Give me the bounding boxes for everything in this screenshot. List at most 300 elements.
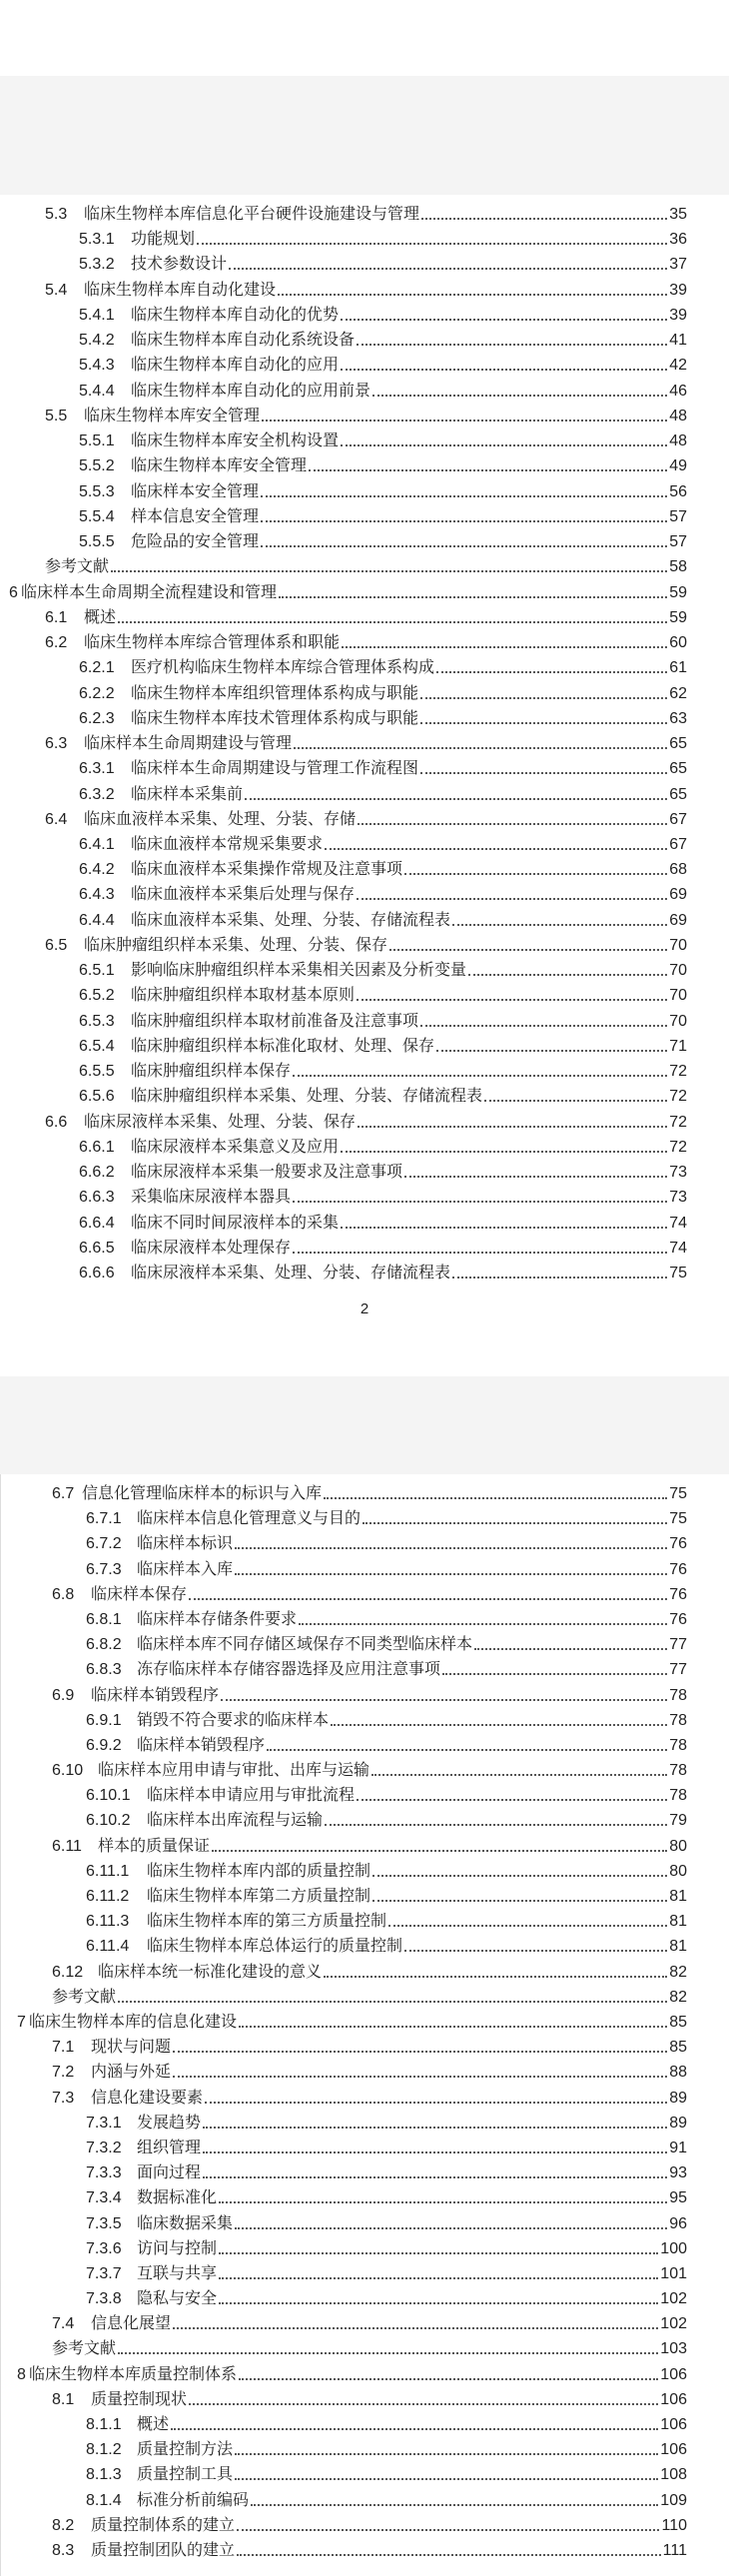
dot-leader [219,2277,658,2279]
toc-section-number: 6.6.2 [79,1164,115,1182]
toc-title: 临床尿液样本采集、处理、分装、存储流程表 [131,1265,451,1283]
toc-title: 临床生物样本库总体运行的质量控制 [147,1938,403,1956]
toc-title: 临床生物样本库组织管理体系构成与职能 [131,684,419,702]
toc-entry[interactable] [79,830,687,855]
toc-entry[interactable] [79,1032,687,1057]
toc-section-number: 8.1.4 [86,2491,122,2509]
toc-entry[interactable] [52,1681,687,1706]
toc-title: 临床尿液样本采集一般要求及注意事项 [131,1164,403,1182]
dot-leader [324,1497,667,1499]
toc-page-number: 68 [669,861,687,879]
toc-entry[interactable] [86,2234,687,2259]
toc-entry[interactable] [86,2209,687,2234]
dot-leader [219,2302,658,2304]
toc-entry[interactable] [52,1832,687,1857]
toc-page-number: 80 [669,1837,687,1855]
dot-leader [197,243,667,245]
toc-page-number: 57 [669,533,687,551]
toc-page-number: 41 [669,332,687,350]
toc-page-number: 102 [660,2315,687,2333]
toc-entry[interactable] [79,326,687,351]
toc-section-number: 6.1 [45,608,68,626]
toc-entry[interactable] [86,1932,687,1957]
toc-title: 质量控制体系的建立 [91,2516,236,2534]
toc-entry[interactable] [79,301,687,326]
toc-entry[interactable] [86,2410,687,2435]
toc-title: 样本的质量保证 [98,1837,211,1855]
toc-title: 临床尿液样本处理保存 [131,1239,292,1257]
toc-section-number: 8 [17,2365,26,2383]
toc-page-number: 85 [669,2039,687,2057]
toc-section-number: 6.4.2 [79,861,115,879]
toc-entry[interactable] [79,1007,687,1032]
dot-leader [203,2176,667,2178]
toc-section-number: 6.11.3 [86,1913,130,1931]
toc-entry[interactable] [45,552,687,577]
toc-title: 临床生物样本库技术管理体系构成与职能 [131,709,419,727]
dot-leader [484,1100,667,1102]
toc-entry[interactable] [86,1706,687,1731]
toc-title: 临床样本生命周期全流程建设和管理 [21,583,278,601]
dot-leader [235,1573,667,1575]
dot-leader [237,2529,659,2531]
toc-section-number: 6.4.1 [79,836,115,853]
toc-entry[interactable] [45,276,687,301]
toc-entry[interactable] [52,2309,687,2334]
dot-leader [357,344,667,346]
toc-entry[interactable] [79,956,687,981]
toc-section-number: 6.8.1 [86,1610,122,1628]
toc-page-number: 75 [669,1510,687,1528]
toc-section-number: 7.4 [52,2315,75,2333]
toc-section-number: 8.1.2 [86,2441,122,2459]
toc-entry[interactable] [17,2008,687,2033]
toc-page-number: 70 [669,936,687,954]
toc-page-number: 106 [660,2441,687,2459]
toc-title: 临床数据采集 [137,2214,234,2232]
toc-entry[interactable] [79,906,687,931]
toc-page-number: 102 [660,2290,687,2308]
dot-leader [420,1025,667,1027]
toc-title: 临床生物样本库安全管理 [131,457,308,475]
dot-leader [421,218,667,220]
toc-entry[interactable] [86,2109,687,2134]
toc-entry[interactable] [86,1806,687,1831]
toc-section-number: 7 [17,2013,26,2031]
dot-leader [221,1699,667,1701]
dot-leader [442,1673,667,1675]
toc-page-number: 76 [669,1535,687,1553]
dot-leader [341,369,667,371]
toc-section-number: 5.4.2 [79,332,115,350]
toc-entry[interactable] [86,1605,687,1630]
toc-entry[interactable] [79,1057,687,1082]
toc-entry[interactable] [52,2033,687,2058]
toc-entry[interactable] [17,2360,687,2385]
page-edge [0,1474,1,2576]
toc-entry[interactable] [86,2486,687,2511]
toc-section-number: 5.5 [45,407,68,425]
toc-title: 临床尿液样本采集意义及应用 [131,1138,340,1156]
toc-page-number: 67 [669,810,687,828]
dot-leader [324,1976,667,1978]
toc-title: 功能规划 [131,231,196,249]
dot-leader [212,1850,667,1852]
toc-section-number: 5.5.5 [79,533,115,551]
toc-entry[interactable] [86,2284,687,2309]
toc-entry[interactable] [52,1756,687,1781]
toc-entry[interactable] [79,1133,687,1158]
toc-page-number: 46 [669,382,687,400]
toc-entry[interactable] [52,2058,687,2083]
toc-page-number: 74 [669,1239,687,1257]
dot-leader [173,2327,658,2329]
toc-entry[interactable] [52,2536,687,2561]
toc-entry[interactable] [79,451,687,476]
toc-entry[interactable] [52,2511,687,2536]
viewer-gap [0,1376,729,1474]
toc-title: 临床样本生命周期建设与管理工作流程图 [131,760,419,778]
toc-title: 临床样本存储条件要求 [137,1610,298,1628]
toc-entry[interactable] [79,377,687,402]
toc-page-number: 72 [669,1138,687,1156]
toc-page-number: 71 [669,1037,687,1055]
dot-leader [251,2504,658,2506]
toc-entry[interactable] [79,754,687,779]
toc-section-number: 6.3 [45,735,68,753]
toc-page-number: 96 [669,2214,687,2232]
toc-section-number: 6.6.5 [79,1239,115,1257]
toc-entry[interactable] [52,1580,687,1605]
toc-section-number: 5.4.4 [79,382,115,400]
toc-title: 概述 [137,2416,170,2434]
toc-title: 信息化展望 [91,2315,172,2333]
toc-entry[interactable] [79,780,687,805]
toc-title: 临床生物样本库自动化的优势 [131,306,340,324]
toc-section-number: 6.2.1 [79,659,115,677]
toc-title: 临床肿瘤组织样本取材基本原则 [131,987,356,1005]
toc-page-number: 70 [669,987,687,1005]
toc-title: 样本信息安全管理 [131,507,260,525]
dot-leader [358,1126,667,1128]
toc-entry[interactable] [86,1907,687,1932]
toc-page-number: 59 [669,608,687,626]
toc-page-number: 56 [669,482,687,500]
toc-entry[interactable] [45,628,687,653]
dot-leader [219,2201,667,2203]
toc-page-number: 93 [669,2164,687,2182]
toc-entry[interactable] [79,1209,687,1234]
toc-entry[interactable] [45,805,687,830]
toc-entry[interactable] [45,402,687,427]
toc-section-number: 6.9.2 [86,1736,122,1754]
toc-title: 临床肿瘤组织样本标准化取材、处理、保存 [131,1037,435,1055]
toc-page-number: 91 [669,2139,687,2156]
toc-entry[interactable] [79,704,687,729]
toc-entry[interactable] [79,502,687,527]
dot-leader [235,1547,667,1549]
toc-page-number: 101 [660,2264,687,2282]
toc-page-number: 73 [669,1189,687,1207]
toc-entry[interactable] [45,603,687,628]
dot-leader [219,2252,658,2254]
toc-title: 临床生物样本库自动化的应用前景 [131,382,371,400]
toc-entry[interactable] [79,653,687,678]
toc-entry[interactable] [86,1555,687,1580]
toc-section-number: 7.3.5 [86,2214,122,2232]
toc-entry[interactable] [45,931,687,956]
toc-section-number: 6.5.2 [79,987,115,1005]
toc-section-number: 6.6 [45,1113,68,1131]
toc-page-number: 109 [660,2491,687,2509]
toc-entry[interactable] [86,1655,687,1680]
toc-section-number: 6.3.2 [79,785,115,803]
toc-page-number: 81 [669,1938,687,1956]
toc-page-number: 48 [669,407,687,425]
toc-entry[interactable] [86,1857,687,1882]
toc-section-number: 6.11 [52,1837,82,1855]
toc-entry[interactable] [79,427,687,451]
toc-title: 临床生物样本库自动化系统设备 [131,332,356,350]
toc-page-number: 35 [669,206,687,223]
toc-entry[interactable] [79,1234,687,1259]
dot-leader [293,1201,667,1203]
toc-entry[interactable] [45,200,687,225]
toc-page-number: 82 [669,1988,687,2006]
toc-title: 临床生物样本库信息化平台硬件设施建设与管理 [84,206,420,223]
toc-entry[interactable] [79,477,687,502]
toc-section-number: 5.3 [45,206,68,223]
toc-page-number: 72 [669,1063,687,1081]
toc-page-number: 63 [669,709,687,727]
toc-page-number: 88 [669,2064,687,2082]
toc-title: 临床样本销毁程序 [91,1686,220,1704]
toc-entry[interactable] [79,880,687,905]
toc-page-number: 106 [660,2390,687,2408]
toc-section-number: 6.11.2 [86,1888,130,1906]
page-number: 2 [360,1300,369,1317]
dot-leader [309,469,667,471]
toc-entry[interactable] [86,2183,687,2208]
toc-section-number: 6.5.3 [79,1012,115,1030]
toc-page-number: 78 [669,1787,687,1805]
toc-title: 面向过程 [137,2164,202,2182]
toc-page-number: 89 [669,2089,687,2107]
dot-leader [245,798,667,800]
toc-entry[interactable] [79,1259,687,1284]
toc-section-number: 7.1 [52,2039,75,2057]
toc-entry[interactable] [86,2435,687,2460]
toc-entry[interactable] [86,1731,687,1756]
dot-leader [341,1227,667,1229]
toc-entry[interactable] [79,527,687,552]
dot-leader [342,646,667,648]
toc-page-number: 78 [669,1686,687,1704]
toc-entry[interactable] [52,2334,687,2359]
toc-entry[interactable] [86,1781,687,1806]
toc-title: 临床不同时间尿液样本的采集 [131,1214,340,1232]
toc-section-number: 7.2 [52,2064,75,2082]
dot-leader [436,671,667,673]
toc-section-number: 6.3.1 [79,760,115,778]
toc-title: 临床生物样本库内部的质量控制 [147,1862,371,1880]
dot-leader [111,570,667,572]
toc-title: 概述 [84,608,117,626]
toc-section-number: 7.3.7 [86,2264,122,2282]
toc-entry[interactable] [52,2084,687,2109]
toc-title: 临床血液样本采集、处理、分装、存储 [84,810,357,828]
toc-entry[interactable] [86,1630,687,1655]
toc-entry[interactable] [79,1082,687,1107]
dot-leader [235,2478,658,2480]
dot-leader [171,2428,658,2430]
toc-entry[interactable] [79,351,687,376]
toc-page-number: 70 [669,962,687,980]
dot-leader [235,2227,667,2229]
dot-leader [372,1875,667,1877]
toc-title: 临床生物样本库第二方质量控制 [147,1888,371,1906]
toc-page-number: 67 [669,836,687,853]
toc-title: 临床样本采集前 [131,785,244,803]
document-page [0,195,729,1376]
toc-entry[interactable] [86,1882,687,1907]
toc-page-number: 73 [669,1164,687,1182]
dot-leader [372,395,667,397]
dot-leader [357,999,667,1001]
toc-entry[interactable] [52,2385,687,2410]
toc-section-number: 6.10 [52,1762,84,1780]
toc-entry[interactable] [79,1183,687,1208]
toc-entry[interactable] [86,2259,687,2284]
toc-title: 临床样本安全管理 [131,482,260,500]
toc-page-number: 82 [669,1963,687,1981]
toc-title: 临床生物样本库的第三方质量控制 [147,1913,387,1931]
dot-leader [294,747,667,749]
toc-section-number: 6.4 [45,810,68,828]
dot-leader [325,1824,667,1826]
toc-entry[interactable] [52,1983,687,2008]
toc-entry[interactable] [79,250,687,275]
toc-page-number: 106 [660,2365,687,2383]
dot-leader [235,2453,658,2455]
dot-leader [229,268,667,270]
toc-title: 发展趋势 [137,2114,202,2132]
toc-page-number: 58 [669,558,687,576]
toc-section-number: 7.3 [52,2089,75,2107]
toc-page-number: 76 [669,1585,687,1603]
toc-page-number: 72 [669,1088,687,1106]
dot-leader [203,2151,667,2153]
toc-section-number: 6.8.3 [86,1661,122,1679]
toc-title: 临床生物样本库自动化建设 [84,281,277,299]
toc-entry[interactable] [45,1108,687,1133]
dot-leader [173,2051,667,2053]
toc-section-number: 8.3 [52,2541,75,2559]
toc-entry[interactable] [79,981,687,1006]
toc-entry[interactable] [79,855,687,880]
toc-title: 内涵与外延 [91,2064,172,2082]
dot-leader [474,1648,667,1650]
toc-section-number: 6.5.6 [79,1088,115,1106]
toc-section-number: 6.10.2 [86,1812,131,1830]
dot-leader [371,1774,667,1776]
toc-page-number: 69 [669,886,687,904]
toc-page-number: 42 [669,357,687,375]
dot-leader [205,2102,667,2104]
dot-leader [404,1950,667,1952]
toc-title: 临床血液样本采集、处理、分装、存储流程表 [131,911,451,929]
toc-entry[interactable] [9,578,687,603]
toc-entry[interactable] [86,2158,687,2183]
toc-title: 技术参数设计 [131,256,228,274]
dot-leader [363,1522,667,1524]
toc-entry[interactable] [45,729,687,754]
toc-section-number: 6.7 [52,1485,75,1502]
toc-page-number: 48 [669,432,687,450]
toc-page-number: 75 [669,1485,687,1502]
toc-title: 临床血液样本采集后处理与保存 [131,886,356,904]
dot-leader [325,848,667,850]
toc-section-number: 8.1 [52,2390,75,2408]
toc-section-number: 5.3.2 [79,256,115,274]
toc-page-number: 77 [669,1636,687,1654]
toc-section-number: 6.8 [52,1585,75,1603]
toc-page-number: 59 [669,583,687,601]
toc-page-number: 74 [669,1214,687,1232]
toc-entry[interactable] [79,679,687,704]
toc-page-number: 106 [660,2416,687,2434]
toc-title: 隐私与安全 [137,2290,218,2308]
toc-section-number: 5.4 [45,281,68,299]
toc-section-number: 6.11.4 [86,1938,130,1956]
toc-section-number: 7.3.3 [86,2164,122,2182]
toc-section-number: 6.2 [45,634,68,652]
toc-title: 参考文献 [52,2340,117,2358]
toc-entry[interactable] [52,1958,687,1983]
toc-section-number: 8.1.3 [86,2466,122,2484]
toc-section-number: 7.3.2 [86,2139,122,2156]
toc-entry[interactable] [79,225,687,250]
toc-page-number: 65 [669,785,687,803]
dot-leader [278,294,667,296]
toc-section-number: 6.12 [52,1963,84,1981]
dot-leader [189,2403,658,2405]
toc-section-number: 5.5.1 [79,432,115,450]
toc-entry[interactable] [86,1529,687,1554]
toc-section-number: 6.10.1 [86,1787,131,1805]
dot-leader [173,2076,667,2078]
toc-section-number: 6 [9,583,18,601]
toc-entry[interactable] [86,2134,687,2158]
dot-leader [237,2554,661,2556]
dot-leader [404,1176,667,1178]
toc-title: 互联与共享 [137,2264,218,2282]
toc-title: 参考文献 [45,558,110,576]
toc-entry[interactable] [86,2460,687,2485]
toc-page-number: 37 [669,256,687,274]
dot-leader [372,1900,667,1902]
toc-section-number: 7.3.6 [86,2239,122,2257]
dot-leader [341,319,667,321]
toc-entry[interactable] [52,1479,687,1504]
toc-page-number: 89 [669,2114,687,2132]
toc-entry[interactable] [79,1158,687,1183]
toc-page-number: 62 [669,684,687,702]
toc-entry[interactable] [86,1504,687,1529]
toc-section-number: 5.5.4 [79,507,115,525]
toc-page-number: 79 [669,1812,687,1830]
toc-page-number: 49 [669,457,687,475]
